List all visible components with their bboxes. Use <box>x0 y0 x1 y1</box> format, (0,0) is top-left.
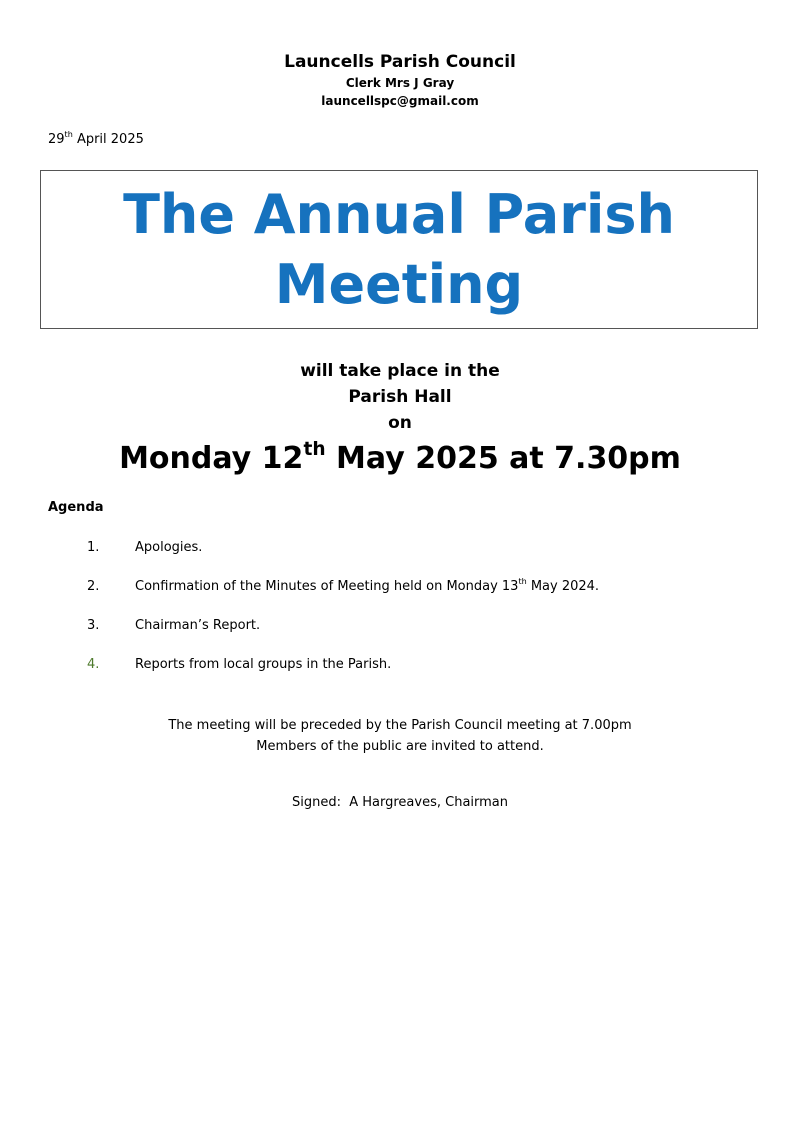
meeting-date-suffix: th <box>303 439 326 461</box>
agenda-item-text <box>135 578 599 596</box>
meeting-date-prefix: Monday 12 <box>119 441 304 476</box>
venue-line-2: Parish Hall <box>348 387 452 407</box>
notice-block <box>0 715 800 757</box>
letter-date <box>48 131 144 149</box>
agenda-item-text: Chairman’s Report. <box>135 618 261 633</box>
title-box <box>40 170 758 329</box>
agenda-heading: Agenda <box>48 500 104 515</box>
meeting-date-rest: May 2025 at 7.30pm <box>325 441 681 476</box>
title-line-1: The Annual Parish <box>123 183 675 246</box>
letterhead <box>0 50 800 110</box>
agenda-item-text-suffix: th <box>518 576 527 586</box>
notice-line-2: Members of the public are invited to attend. <box>256 739 544 754</box>
letter-date-rest: April 2025 <box>72 132 144 147</box>
agenda-item-number: 3. <box>87 618 100 633</box>
letter-date-day: 29 <box>48 132 65 147</box>
agenda-item-number: 2. <box>87 579 100 594</box>
agenda-item-number: 1. <box>87 540 100 555</box>
organisation-name: Launcells Parish Council <box>284 52 516 72</box>
agenda-item-text-after: May 2024. <box>526 579 600 594</box>
title-line-2: Meeting <box>274 253 524 316</box>
signature-line: Signed: A Hargreaves, Chairman <box>291 795 509 810</box>
venue-block <box>0 358 800 436</box>
agenda-item-text: Apologies. <box>135 540 203 555</box>
agenda-item-text-before: Confirmation of the Minutes of Meeting held on Monday 13 <box>135 579 519 594</box>
agenda-item-number: 4. <box>87 657 100 672</box>
venue-line-1: will take place in the <box>300 361 500 381</box>
clerk-email: launcellspc@gmail.com <box>321 94 479 108</box>
venue-line-3: on <box>388 413 412 433</box>
clerk-name: Clerk Mrs J Gray <box>345 76 455 90</box>
notice-line-1: The meeting will be preceded by the Parish Council meeting at 7.00pm <box>168 718 632 733</box>
meeting-date <box>0 437 800 481</box>
letter-date-suffix: th <box>64 129 73 139</box>
agenda-item-text: Reports from local groups in the Parish. <box>135 657 392 672</box>
